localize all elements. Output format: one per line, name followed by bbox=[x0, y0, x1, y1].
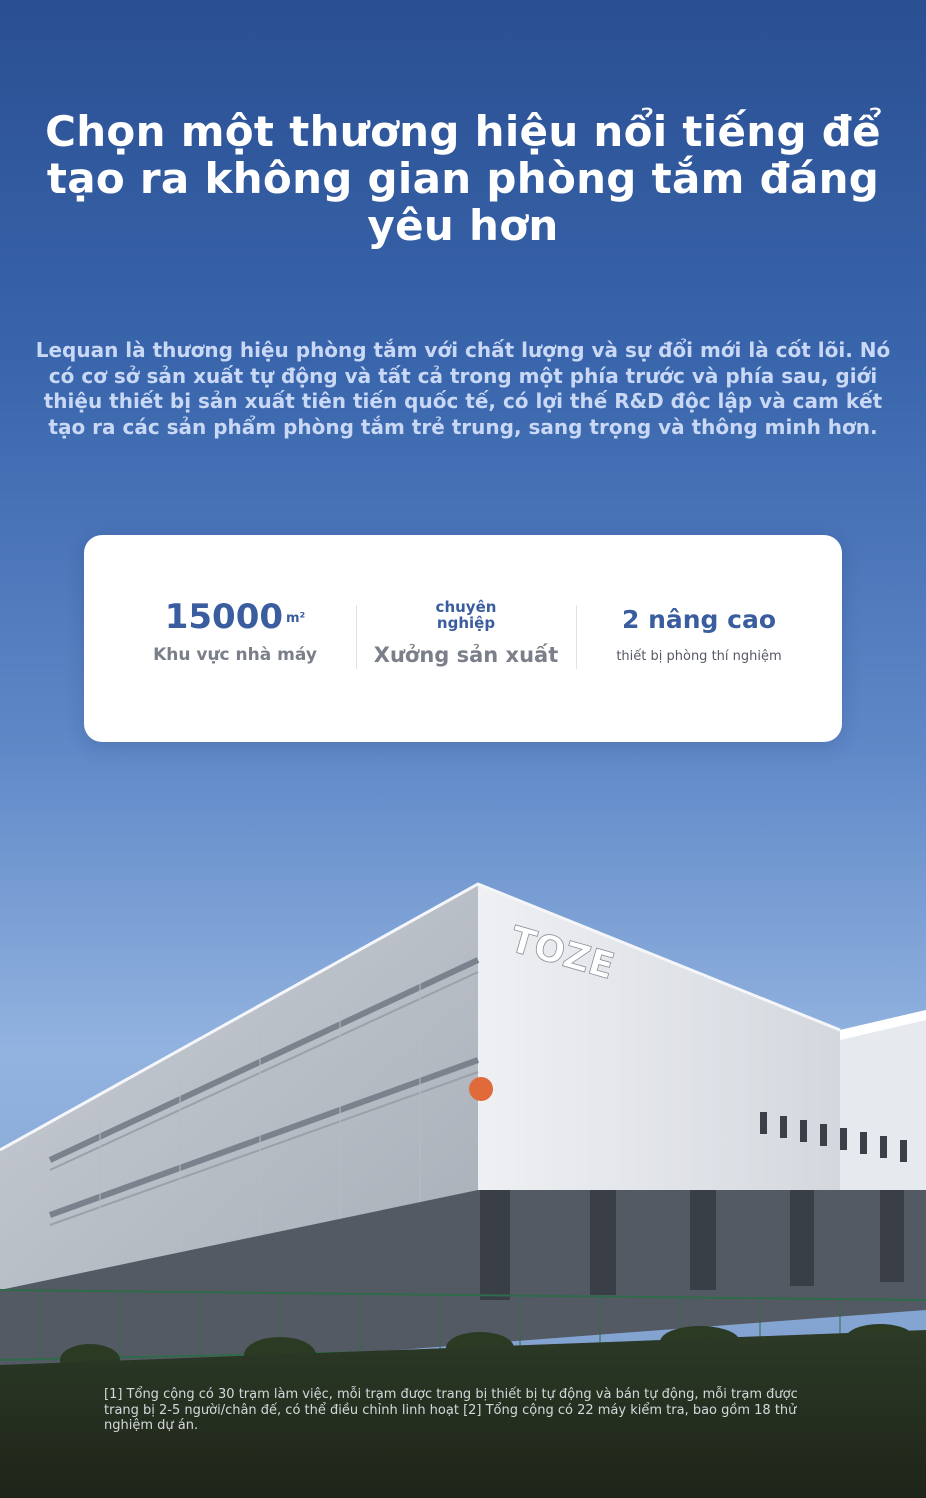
stat-factory-area bbox=[124, 597, 346, 665]
stat-area-value: 15000 $^{m^2}$ bbox=[164, 597, 306, 637]
stat-workshop-label: Xưởng sản xuất bbox=[373, 643, 559, 667]
stat-lab bbox=[586, 605, 812, 664]
stat-lab-label: thiết bị phòng thí nghiệm bbox=[616, 649, 782, 664]
stat-divider bbox=[576, 605, 577, 669]
stat-workshop bbox=[366, 599, 566, 667]
brand-intro-paragraph: Lequan là thương hiệu phòng tắm với chất lượng và sự đổi mới là cốt lõi. Nó có cơ sở sản xuất tự động và tất cả trong một phía trước và phía sau, giới thiệu thiết bị sản xuất tiên tiến quốc tế, có lợi thế R&D độc lập và cam kết tạo ra các sản phẩm phòng tắm trẻ trung, sang trọng và thông minh hơn. bbox=[35, 338, 891, 439]
stat-area-label: Khu vực nhà máy bbox=[153, 645, 317, 665]
stat-workshop-tag: chuyên nghiệp bbox=[435, 598, 497, 632]
stats-card bbox=[84, 535, 842, 742]
page-headline: Chọn một thương hiệu nổi tiếng để tạo ra không gian phòng tắm đáng yêu hơn bbox=[45, 107, 881, 250]
stat-lab-value: 2 nâng cao bbox=[621, 605, 777, 634]
stat-area-unit: m² bbox=[286, 611, 306, 626]
svg-text:TOZE: TOZE bbox=[505, 919, 619, 988]
footnote-text: [1] Tổng cộng có 30 trạm làm việc, mỗi trạm được trang bị thiết bị tự động và bán tự động, mỗi trạm được trang bị 2-5 người/chân đế, có thể điều chỉnh linh hoạt [2] Tổng cộng có 22 máy kiểm tra, bao gồm 18 thử nghiệm dự án. bbox=[104, 1387, 798, 1433]
stat-divider bbox=[356, 605, 357, 669]
